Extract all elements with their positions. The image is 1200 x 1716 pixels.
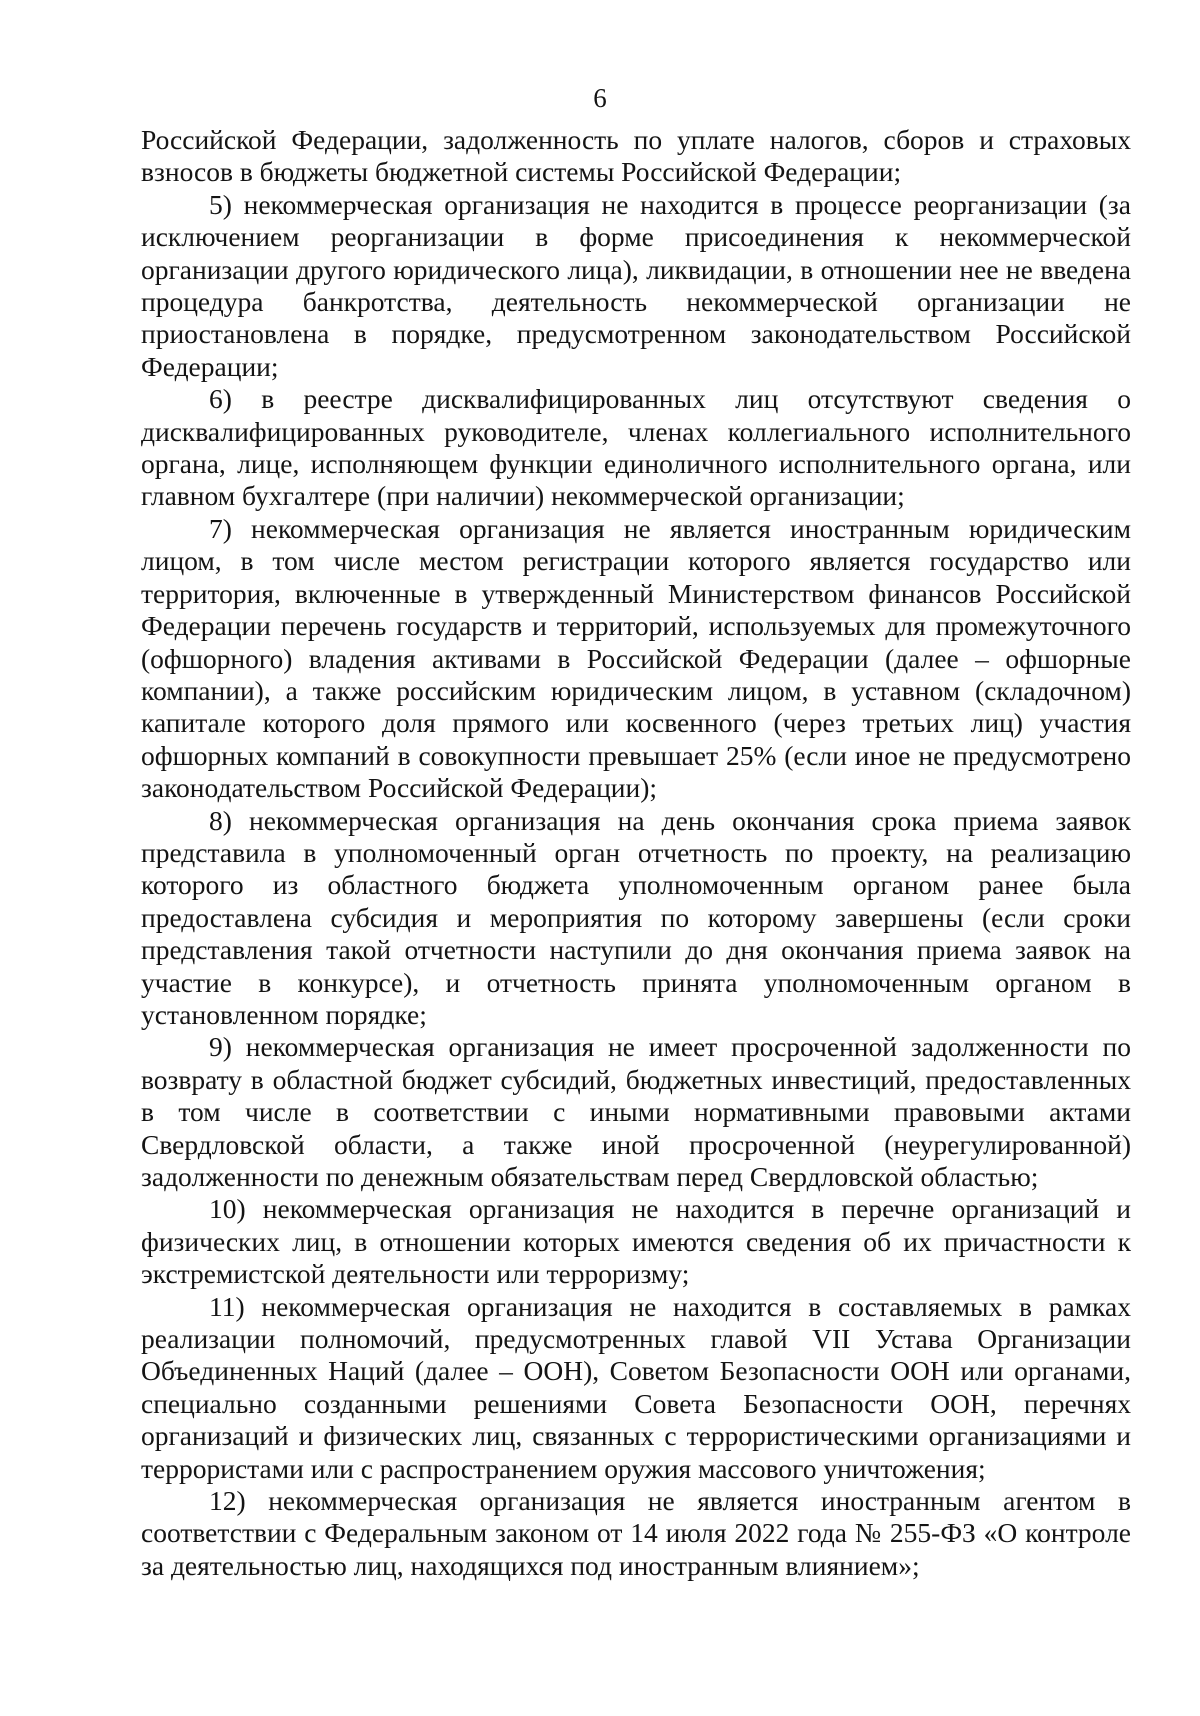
paragraph-item-5: 5) некоммерческая организация не находится в процессе реорганизации (за исключением реорганизации в форме присоединения к некоммерческой организации другого юридического лица), ликвидации, в отношении нее не введена процедура банкротства, деятельность некоммерческой организации не приостановлена в порядке, предусмотренном законодательством Российской Федерации; [141,188,1131,382]
paragraph-item-9: 9) некоммерческая организация не имеет просроченной задолженности по возврату в областной бюджет субсидий, бюджетных инвестиций, предоставленных в том числе в соответствии с иными нормативными правовыми актами Свердловской области, а также иной просроченной (неурегулированной) задолженности по денежным обязательствам перед Свердловской областью; [141,1031,1131,1192]
paragraph-item-10: 10) некоммерческая организация не находится в перечне организаций и физических лиц, в отношении которых имеются сведения об их причастности к экстремистской деятельности или терроризму; [141,1193,1131,1290]
document-body [141,124,1131,1582]
paragraph-item-8: 8) некоммерческая организация на день окончания срока приема заявок представила в уполномоченный орган отчетность по проекту, на реализацию которого из областного бюджета уполномоченным органом ранее была предоставлена субсидия и мероприятия по которому завершены (если сроки представления такой отчетности наступили до дня окончания приема заявок на участие в конкурсе), и отчетность принята уполномоченным органом в установленном порядке; [141,804,1131,1030]
paragraph-item-12: 12) некоммерческая организация не является иностранным агентом в соответствии с Федеральным законом от 14 июля 2022 года № 255-ФЗ «О контроле за деятельностью лиц, находящихся под иностранным влиянием»; [141,1485,1131,1581]
paragraph-item-6: 6) в реестре дисквалифицированных лиц отсутствуют сведения о дисквалифицированных руководителе, членах коллегиального исполнительного органа, лице, исполняющем функции единоличного исполнительного органа, или главном бухгалтере (при наличии) некоммерческой организации; [141,383,1131,512]
paragraph-item-7: 7) некоммерческая организация не является иностранным юридическим лицом, в том числе местом регистрации которого является государство или территория, включенные в утвержденный Министерством финансов Российской Федерации перечень государств и территорий, используемых для промежуточного (офшорного) владения активами в Российской Федерации (далее – офшорные компании), а также российским юридическим лицом, в уставном (складочном) капитале которого доля прямого или косвенного (через третьих лиц) участия офшорных компаний в совокупности превышает 25% (если иное не предусмотрено законодательством Российской Федерации); [141,512,1131,804]
paragraph-continuation: Российской Федерации, задолженность по уплате налогов, сборов и страховых взносов в бюджеты бюджетной системы Российской Федерации; [141,124,1131,188]
page-number: 6 [593,83,607,113]
paragraph-item-11: 11) некоммерческая организация не находится в составляемых в рамках реализации полномочий, предусмотренных главой VII Устава Организации Объединенных Наций (далее – ООН), Советом Безопасности ООН или органами, специально созданными решениями Совета Безопасности ООН, перечнях организаций и физических лиц, связанных с террористическими организациями и террористами или с распространением оружия массового уничтожения; [141,1290,1131,1484]
